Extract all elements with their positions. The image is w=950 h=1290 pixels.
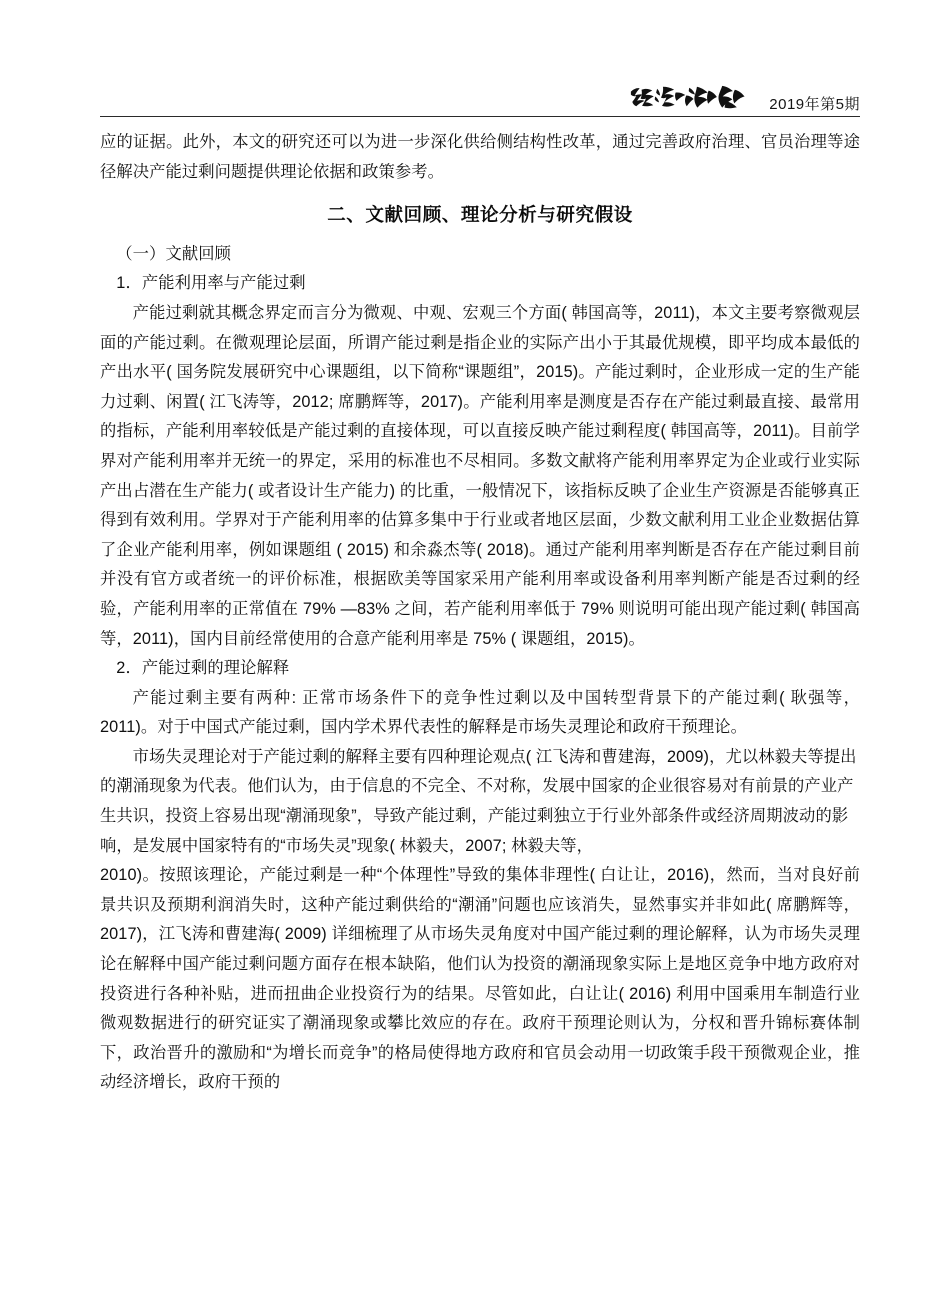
paragraph-1: 产能过剩就其概念界定而言分为微观、中观、宏观三个方面( 韩国高等，2011)，本文主要考察微观层面的产能过剩。在微观理论层面，所谓产能过剩是指企业的实际产出小于其最优规模，即平均成本最低的产出水平( 国务院发展研究中心课题组，以下简称“课题组”，2015)。产能过剩时，企业形成一定的生产能力过剩、闲置( 江飞涛等，2012; 席鹏辉等，2017)。产能利用率是测度是否存在产能过剩最直接、最常用的指标，产能利用率较低是产能过剩的直接体现，可以直接反映产能过剩程度( 韩国高等，2011)。目前学界对产能利用率并无统一的界定，采用的标准也不尽相同。多数文献将产能利用率界定为企业或行业实际产出占潜在生产能力( 或者设计生产能力) 的比重，一般情况下，该指标反映了企业生产资源是否能够真正得到有效利用。学界对于产能利用率的估算多集中于行业或者地区层面，少数文献利用工业企业数据估算了企业产能利用率，例如课题组 ( 2015) 和余淼杰等( 2018)。通过产能利用率判断是否存在产能过剩目前并没有官方或者统一的评价标准，根据欧美等国家采用产能利用率或设备利用率判断产能是否过剩的经验，产能利用率的正常值在 79% —83% 之间，若产能利用率低于 79% 则说明可能出现产能过剩( 韩国高等，2011)，国内目前经常使用的合意产能利用率是 75% ( 课题组，2015)。 xyxy=(100,303,860,648)
paragraph-opening: 应的证据。此外，本文的研究还可以为进一步深化供给侧结构性改革，通过完善政府治理、官员治理等途径解决产能过剩问题提供理论依据和政策参考。 xyxy=(100,133,860,181)
running-header-inner xyxy=(625,80,860,116)
heading-2-theory-explanation: 2．产能过剩的理论解释 xyxy=(116,659,290,678)
heading-1-capacity-utilization: 1．产能利用率与产能过剩 xyxy=(116,274,306,293)
document-body xyxy=(100,128,860,1098)
paragraph-2: 产能过剩主要有两种: 正常市场条件下的竞争性过剩以及中国转型背景下的产能过剩( 耿强等，2011)。对于中国式产能过剩，国内学术界代表性的解释是市场失灵理论和政府干预理论。 xyxy=(100,688,860,737)
paragraph-3: 市场失灵理论对于产能过剩的解释主要有四种理论观点( 江飞涛和曹建海，2009)，尤以林毅夫等提出的潮涌现象为代表。他们认为，由于信息的不完全、不对称，发展中国家的企业很容易对有前景的产业产生共识，投资上容易出现“潮涌现象”，导致产能过剩，产能过剩独立于行业外部条件或经济周期波动的影响，是发展中国家特有的“市场失灵”现象( 林毅夫，2007; 林毅夫等， xyxy=(100,747,857,855)
journal-logo-icon xyxy=(625,80,765,114)
subsection-heading-a: （一）文献回顾 xyxy=(116,244,231,263)
section-title: 二、文献回顾、理论分析与研究假设 xyxy=(327,204,633,226)
running-header xyxy=(100,62,860,116)
paragraph-4: 2010)。按照该理论，产能过剩是一种“个体理性”导致的集体非理性( 白让让，2016)，然而，当对良好前景共识及预期利润消失时，这种产能过剩供给的“潮涌”问题也应该消失，显然事实并非如此( 席鹏辉等，2017)，江飞涛和曹建海( 2009) 详细梳理了从市场失灵角度对中国产能过剩的理论解释，认为市场失灵理论在解释中国产能过剩问题方面存在根本缺陷，他们认为投资的潮涌现象实际上是地区竞争中地方政府对投资进行各种补贴，进而扭曲企业投资行为的结果。尽管如此，白让让( 2016) 利用中国乘用车制造行业微观数据进行的研究证实了潮涌现象或攀比效应的存在。政府干预理论则认为，分权和晋升锦标赛体制下，政治晋升的激励和“为增长而竞争”的格局使得地方政府和官员会动用一切政策手段干预微观企业，推动经济增长，政府干预的 xyxy=(100,866,860,1092)
issue-label: 2019年第5期 xyxy=(769,96,860,113)
header-divider xyxy=(100,116,860,117)
